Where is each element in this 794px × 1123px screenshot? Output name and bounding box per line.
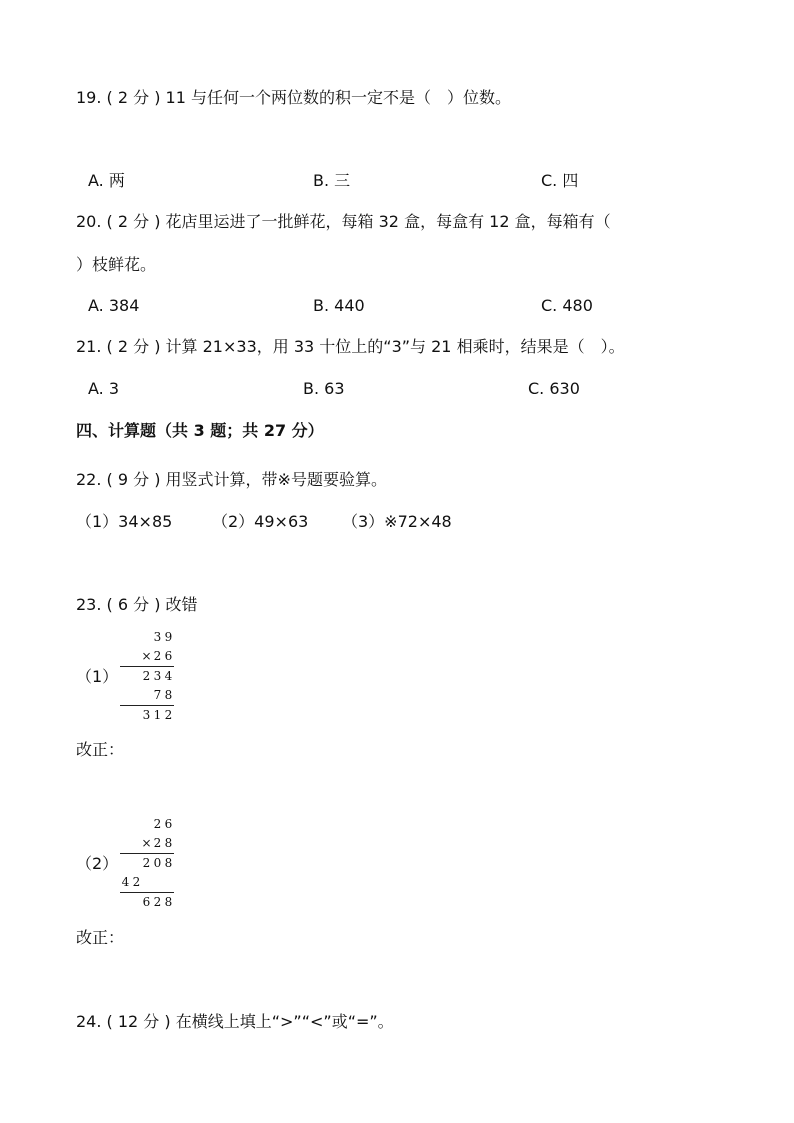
q21-option-a: A. 3 xyxy=(88,379,120,398)
q22-item-1: （1）34×85 xyxy=(76,512,173,531)
q23-part1-vertical-multiplication xyxy=(120,628,174,725)
digit: 2 xyxy=(153,836,162,850)
multiplier-row xyxy=(120,834,174,853)
multiplier-row xyxy=(120,647,174,666)
times-sign: × xyxy=(141,649,152,663)
digit: 3 xyxy=(142,708,151,722)
product-row xyxy=(120,705,174,725)
digit: 2 xyxy=(142,669,151,683)
digit: 7 xyxy=(153,688,162,702)
q19-option-b: B. 三 xyxy=(313,171,351,190)
digit: 8 xyxy=(164,895,173,909)
digit: 6 xyxy=(164,817,173,831)
q22-item-2: （2）49×63 xyxy=(212,512,309,531)
q23-part2-label: （2） xyxy=(76,854,119,873)
q21-option-c: C. 630 xyxy=(528,379,580,398)
q20-option-b: B. 440 xyxy=(313,296,365,315)
digit: 8 xyxy=(164,836,173,850)
partial-product-row-2 xyxy=(120,873,174,892)
times-sign: × xyxy=(141,836,152,850)
q23-part1-label: （1） xyxy=(76,667,119,686)
digit: 3 xyxy=(153,669,162,683)
partial-product-row-1 xyxy=(120,666,174,686)
q20-option-c: C. 480 xyxy=(541,296,593,315)
digit: 8 xyxy=(164,856,173,870)
question-20-stem-line1: 20. ( 2 分 ) 花店里运进了一批鲜花，每箱 32 盒，每盒有 12 盒，每箱有（ xyxy=(76,212,611,231)
q20-option-a: A. 384 xyxy=(88,296,140,315)
partial-product-row-1 xyxy=(120,853,174,873)
question-24-stem: 24. ( 12 分 ) 在横线上填上“>”“<”或“=”。 xyxy=(76,1012,394,1031)
digit: 2 xyxy=(153,649,162,663)
q23-part1-correction-label: 改正： xyxy=(76,740,125,759)
digit: 2 xyxy=(153,895,162,909)
q23-part2-vertical-multiplication xyxy=(120,815,174,912)
digit: 6 xyxy=(164,649,173,663)
question-23-stem: 23. ( 6 分 ) 改错 xyxy=(76,595,198,614)
digit: 2 xyxy=(164,708,173,722)
question-22-stem: 22. ( 9 分 ) 用竖式计算，带※号题要验算。 xyxy=(76,470,387,489)
partial-product-row-2 xyxy=(120,686,174,705)
digit: 4 xyxy=(164,669,173,683)
digit: 2 xyxy=(142,856,151,870)
digit: 2 xyxy=(132,875,141,889)
q19-option-c: C. 四 xyxy=(541,171,579,190)
digit: 1 xyxy=(153,708,162,722)
product-row xyxy=(120,892,174,912)
digit: 4 xyxy=(121,875,130,889)
q23-part2-correction-label: 改正： xyxy=(76,928,125,947)
multiplicand-row xyxy=(120,628,174,647)
multiplicand-row xyxy=(120,815,174,834)
digit: 3 xyxy=(153,630,162,644)
question-20-stem-line2: ）枝鲜花。 xyxy=(76,255,157,274)
digit: 0 xyxy=(153,856,162,870)
q22-item-3: （3）※72×48 xyxy=(342,512,452,531)
digit: 8 xyxy=(164,688,173,702)
question-21-stem: 21. ( 2 分 ) 计算 21×33，用 33 十位上的“3”与 21 相乘时，结果是（ ）。 xyxy=(76,337,625,356)
digit: 6 xyxy=(142,895,151,909)
q21-option-b: B. 63 xyxy=(303,379,345,398)
digit: 9 xyxy=(164,630,173,644)
q19-option-a: A. 两 xyxy=(88,171,125,190)
section-heading: 四、计算题（共 3 题；共 27 分） xyxy=(76,421,324,440)
question-19-stem: 19. ( 2 分 ) 11 与任何一个两位数的积一定不是（ ）位数。 xyxy=(76,88,511,107)
digit: 2 xyxy=(153,817,162,831)
